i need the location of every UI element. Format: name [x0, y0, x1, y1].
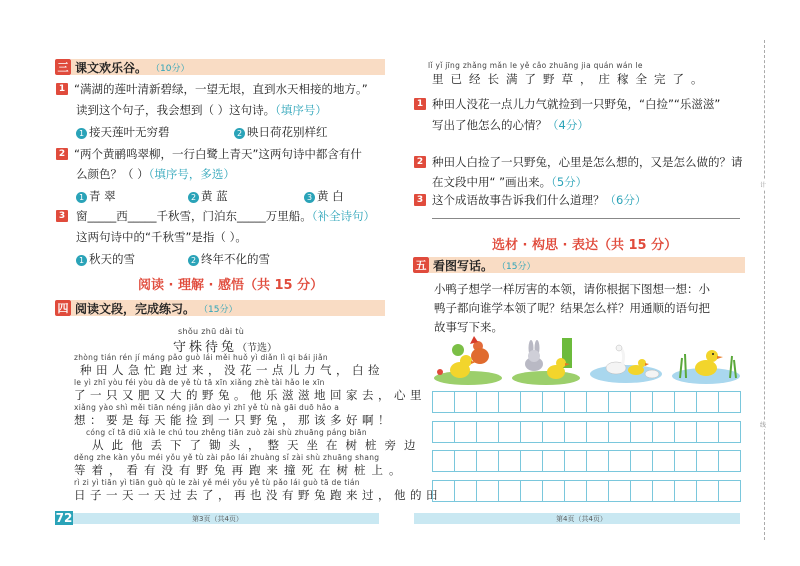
reading-question-1-number: 1 — [414, 98, 426, 110]
grid-cell[interactable] — [542, 391, 565, 413]
grid-cell[interactable] — [454, 421, 477, 443]
writing-prompt-line-1: 小鸭子想学一样厉害的本领，请你根据下图想一想：小 — [434, 282, 710, 296]
grid-cell[interactable] — [608, 421, 631, 443]
option-label: 映日荷花别样红 — [247, 125, 328, 139]
question-1-hint: （填序号） — [275, 103, 327, 117]
grid-cell[interactable] — [520, 450, 543, 472]
reading-section-title: 阅读 · 理解 · 感悟（共 15 分） — [138, 278, 324, 293]
grid-cell[interactable] — [476, 391, 499, 413]
grid-cell[interactable] — [498, 391, 521, 413]
reading-question-3-number: 3 — [414, 194, 426, 206]
grid-cell[interactable] — [586, 450, 609, 472]
option-label: 终年不化的雪 — [201, 252, 270, 266]
scene-duck-and-rabbit — [512, 338, 580, 385]
question-3-option-1[interactable] — [76, 251, 135, 267]
grid-cell[interactable] — [674, 421, 697, 443]
writing-section-title: 选材 · 构思 · 表达（共 15 分） — [492, 238, 678, 253]
question-2-option-2[interactable] — [188, 188, 228, 204]
grid-cell[interactable] — [652, 421, 675, 443]
grid-cell[interactable] — [542, 421, 565, 443]
question-3-number: 3 — [56, 210, 68, 222]
option-label: 接天莲叶无穷碧 — [89, 125, 170, 139]
grid-cell[interactable] — [718, 450, 741, 472]
section-4-number: 四 — [55, 300, 71, 316]
passage-row-5-pinyin: děng zhe kàn yǒu méi yǒu yě tù zài pǎo lái zhuàng sǐ zài shù zhuāng shang — [74, 453, 380, 462]
reading-question-1-prompt-text: 写出了他怎么的心情？ — [432, 118, 547, 132]
section-5-number: 五 — [413, 257, 429, 273]
grid-cell[interactable] — [432, 450, 455, 472]
grid-cell[interactable] — [498, 450, 521, 472]
grid-cell[interactable] — [432, 480, 455, 502]
passage-title-pinyin: shǒu zhū dài tù — [178, 327, 245, 336]
grid-cell[interactable] — [542, 450, 565, 472]
grid-cell[interactable] — [630, 480, 653, 502]
question-3-fill-in[interactable]: 窗_____西_____千秋雪，门泊东_____万里船。 — [76, 209, 312, 223]
grid-cell[interactable] — [630, 450, 653, 472]
grid-cell[interactable] — [454, 480, 477, 502]
grid-cell[interactable] — [520, 391, 543, 413]
grid-cell[interactable] — [476, 421, 499, 443]
scene-duck-and-rooster — [434, 336, 502, 385]
reading-question-2-prompt — [432, 174, 587, 190]
passage-row-2-pinyin: le yì zhī yòu féi yòu dà de yě tù tā xīn xiǎng zhè tài hǎo le xīn — [74, 378, 325, 387]
grid-cell[interactable] — [586, 480, 609, 502]
question-1-text: “满湖的莲叶清新碧绿，一望无垠，直到水天相接的地方。” — [74, 82, 368, 96]
question-1-prompt — [76, 102, 327, 118]
grid-cell[interactable] — [674, 480, 697, 502]
question-1-option-2[interactable] — [234, 124, 328, 140]
grid-cell[interactable] — [696, 450, 719, 472]
reading-question-1-points: （4分） — [547, 118, 589, 132]
passage-row-6-pinyin: rì zi yì tiān yì tiān guò qù le zài yě méi yǒu yě tù pǎo lái guò tā de tián — [74, 478, 360, 487]
passage-row-2-text: 了一只又肥又大的野兔。他乐滋滋地回家去，心里 — [74, 388, 426, 402]
question-1-number: 1 — [56, 83, 68, 95]
question-1-prompt-text: 读到这个句子，我会想到（ ）这句诗。 — [76, 103, 276, 117]
grid-cell[interactable] — [608, 391, 631, 413]
option-number: 1 — [76, 128, 87, 139]
writing-grid[interactable] — [432, 391, 740, 504]
grid-cell[interactable] — [630, 421, 653, 443]
passage-continued-text: 里已经长满了野草，庄稼全完了。 — [432, 72, 710, 86]
writing-prompt-line-3: 故事写下来。 — [434, 320, 503, 334]
section-5-bar — [429, 257, 745, 273]
grid-cell[interactable] — [652, 391, 675, 413]
question-3-hint: （补全诗句） — [311, 209, 375, 223]
section-3-bar — [71, 59, 385, 75]
grid-cell[interactable] — [454, 450, 477, 472]
question-2-number: 2 — [56, 148, 68, 160]
grid-cell[interactable] — [432, 421, 455, 443]
grid-cell[interactable] — [564, 450, 587, 472]
passage-row-3-pinyin: xiǎng yào shì měi tiān néng jiǎn dào yì zhī yě tù nà gāi duō hǎo a — [74, 403, 340, 412]
reading-question-1-prompt — [432, 117, 589, 133]
grid-cell[interactable] — [696, 480, 719, 502]
section-3-title: 课文欢乐谷。 — [75, 60, 148, 75]
grid-cell[interactable] — [564, 421, 587, 443]
grid-cell[interactable] — [476, 450, 499, 472]
option-number: 3 — [304, 192, 315, 203]
section-3-header — [55, 58, 385, 76]
section-4-title: 阅读文段，完成练习。 — [75, 301, 196, 316]
reading-question-3-text — [432, 192, 646, 208]
reading-question-2-points: （5分） — [551, 175, 588, 189]
question-1-option-1[interactable] — [76, 124, 170, 140]
grid-cell[interactable] — [564, 480, 587, 502]
binding-mark-1: 计 — [760, 182, 767, 189]
grid-cell[interactable] — [586, 391, 609, 413]
reading-question-2-prompt-text: 在文段中用“ ”画出来。 — [432, 175, 552, 189]
grid-cell[interactable] — [674, 391, 697, 413]
option-number: 1 — [76, 255, 87, 266]
option-label: 黄 白 — [317, 189, 344, 203]
option-number: 2 — [188, 255, 199, 266]
section-3-number: 三 — [55, 59, 71, 75]
passage-row-3-text: 想：要是每天能捡到一只野兔，那该多好啊！ — [74, 413, 394, 427]
section-5-title: 看图写话。 — [433, 258, 494, 273]
grid-cell[interactable] — [608, 450, 631, 472]
reading-question-2-text: 种田人白捡了一只野兔，心里是怎么想的，又是怎么做的？请 — [432, 155, 743, 169]
grid-cell[interactable] — [520, 480, 543, 502]
grid-cell[interactable] — [564, 391, 587, 413]
question-2-option-3[interactable] — [304, 188, 344, 204]
section-4-points: （15分） — [199, 304, 238, 315]
section-4-bar — [71, 300, 385, 316]
right-footer-text: 第4页（共4页） — [556, 515, 607, 523]
passage-row-4-text: 从此他丢下了锄头，整天坐在树桩旁边 — [92, 438, 424, 452]
question-2-hint: （填序号，多选） — [148, 167, 235, 181]
scene-duck-and-swans — [590, 345, 662, 383]
grid-cell[interactable] — [718, 421, 741, 443]
binding-mark-2: 线 — [760, 422, 767, 429]
grid-cell[interactable] — [454, 391, 477, 413]
grid-cell[interactable] — [652, 450, 675, 472]
grid-cell[interactable] — [718, 480, 741, 502]
reading-question-3-points: （6分） — [604, 193, 647, 207]
reading-question-1-text: 种田人没花一点儿力气就捡到一只野兔，“白捡”“乐滋滋” — [432, 97, 721, 111]
page-number: 72 — [55, 511, 73, 525]
passage-row-4-pinyin: cóng cǐ tā diū xià le chú tou zhěng tiān zuò zài shù zhuāng páng biān — [86, 428, 367, 437]
section-5-header — [413, 256, 745, 274]
answer-line[interactable] — [432, 218, 740, 219]
passage-row-1-pinyin: zhòng tián rén jí máng pǎo guò lái měi huǒ yì diǎn lì qi bái jiǎn — [74, 353, 328, 362]
grid-cell[interactable] — [476, 480, 499, 502]
grid-cell[interactable] — [498, 480, 521, 502]
picture-strip — [430, 334, 742, 386]
grid-cell[interactable] — [630, 391, 653, 413]
section-3-points: （10分） — [151, 63, 190, 74]
reading-question-3-prompt-text: 这个成语故事告诉我们什么道理？ — [432, 193, 605, 207]
writing-prompt-line-2: 鸭子都向谁学本领了呢？结果怎么样？用通顺的语句把 — [434, 301, 710, 315]
question-2-text: “两个黄鹂鸣翠柳，一行白鹭上青天”这两句诗中都含有什 — [74, 147, 362, 161]
option-number: 2 — [234, 128, 245, 139]
passage-row-5-text: 等着，看有没有野兔再跑来撞死在树桩上。 — [74, 463, 407, 477]
left-footer-text: 第3页（共4页） — [192, 515, 243, 523]
grid-cell[interactable] — [718, 391, 741, 413]
option-number: 2 — [188, 192, 199, 203]
section-4-header — [55, 299, 385, 317]
grid-cell[interactable] — [520, 421, 543, 443]
grid-cell[interactable] — [652, 480, 675, 502]
option-number: 1 — [76, 192, 87, 203]
binding-dashed-line — [764, 40, 765, 540]
question-3-text — [76, 208, 375, 224]
grid-cell[interactable] — [498, 421, 521, 443]
question-3-prompt: 这两句诗中的“千秋雪”是指（ ）。 — [76, 230, 247, 244]
section-5-points: （15分） — [497, 261, 536, 272]
reading-question-2-number: 2 — [414, 156, 426, 168]
question-3-option-2[interactable] — [188, 251, 270, 267]
question-2-prompt-text: 么颜色？（ ） — [76, 167, 149, 181]
option-label: 青 翠 — [89, 189, 116, 203]
passage-continued-pinyin: lǐ yǐ jīng zhǎng mǎn le yě cǎo zhuāng jia quán wán le — [428, 61, 643, 70]
question-2-option-1[interactable] — [76, 188, 116, 204]
passage-row-1-text: 种田人急忙跑过来，没花一点儿力气，白捡 — [80, 363, 384, 377]
grid-cell[interactable] — [586, 421, 609, 443]
option-label: 黄 蓝 — [201, 189, 228, 203]
question-2-prompt — [76, 166, 235, 182]
grid-cell[interactable] — [696, 421, 719, 443]
option-label: 秋天的雪 — [89, 252, 135, 266]
grid-cell[interactable] — [674, 450, 697, 472]
passage-title-text: 守株待兔 — [173, 340, 238, 355]
grid-cell[interactable] — [696, 391, 719, 413]
passage-row-6-text: 日子一天一天过去了，再也没有野兔跑来过，他的田 — [74, 488, 442, 502]
grid-cell[interactable] — [542, 480, 565, 502]
grid-cell[interactable] — [608, 480, 631, 502]
grid-cell[interactable] — [432, 391, 455, 413]
scene-duck-in-pond — [672, 350, 740, 384]
passage-title-note: （节选） — [237, 343, 278, 354]
